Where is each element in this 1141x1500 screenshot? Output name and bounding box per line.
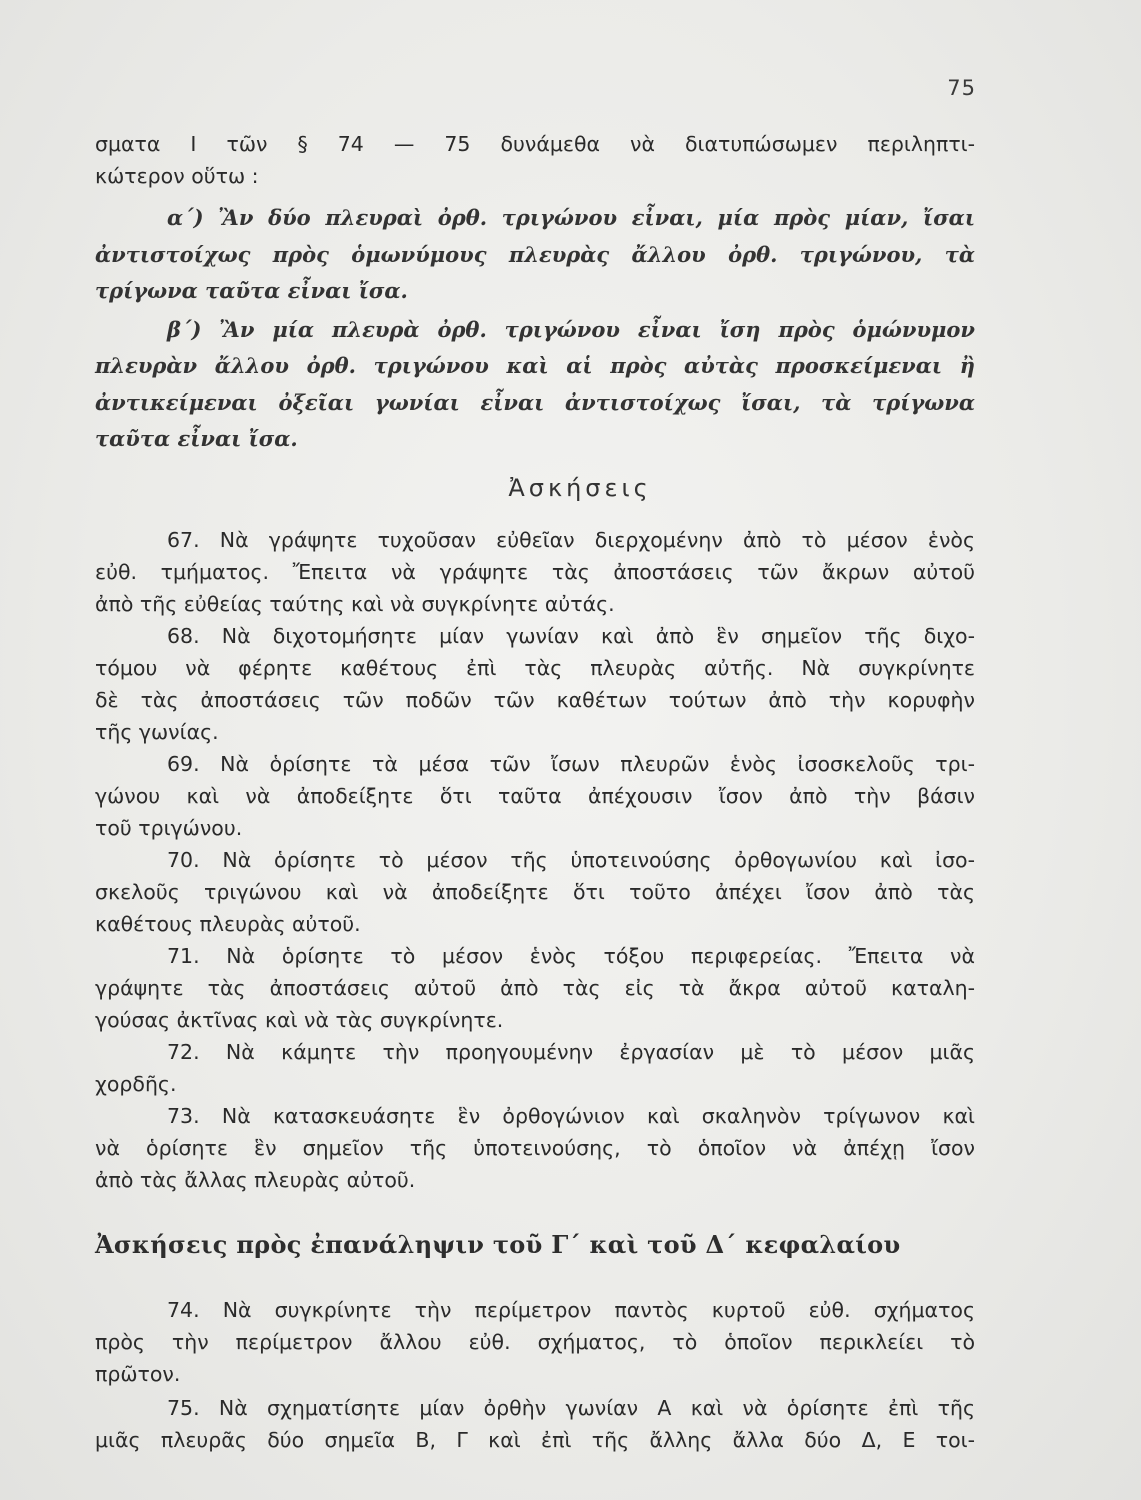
exercise-70 xyxy=(95,844,975,940)
text-line: 69. Νὰ ὁρίσητε τὰ μέσα τῶν ἴσων πλευρῶν ἑνὸς ἰσοσκελοῦς τρι- xyxy=(167,751,975,776)
exercise-67 xyxy=(95,524,975,620)
text-line: τοῦ τριγώνου. xyxy=(95,815,243,840)
text-line: 67. Νὰ γράψητε τυχοῦσαν εὐθεῖαν διερχομένην ἀπὸ τὸ μέσον ἑνὸς xyxy=(167,527,975,552)
text-line: καθέτους πλευρὰς αὐτοῦ. xyxy=(95,911,361,936)
text-line: 71. Νὰ ὁρίσητε τὸ μέσον ἑνὸς τόξου περιφερείας. Ἔπειτα νὰ xyxy=(167,943,975,968)
text-line: ἀντικείμεναι ὀξεῖαι γωνίαι εἶναι ἀντιστοίχως ἴσαι, τὰ τρίγωνα xyxy=(95,389,975,415)
text-line: γούσας ἀκτῖνας καὶ νὰ τὰς συγκρίνητε. xyxy=(95,1007,504,1032)
exercise-71 xyxy=(95,940,975,1036)
text-line: πρῶτον. xyxy=(95,1361,181,1386)
text-line: α΄) Ἂν δύο πλευραὶ ὀρθ. τριγώνου εἶναι, μία πρὸς μίαν, ἴσαι xyxy=(167,205,975,230)
text-line: ταῦτα εἶναι ἴσα. xyxy=(95,426,298,451)
exercise-72 xyxy=(95,1036,975,1100)
text-line: δὲ τὰς ἀποστάσεις τῶν ποδῶν τῶν καθέτων τούτων ἀπὸ τὴν κορυφὴν xyxy=(95,687,975,712)
text-line: β΄) Ἂν μία πλευρὰ ὀρθ. τριγώνου εἶναι ἴση πρὸς ὁμώνυμον xyxy=(167,316,975,342)
text-line: ἀπὸ τῆς εὐθείας ταύτης καὶ νὰ συγκρίνητε αὐτάς. xyxy=(95,591,615,616)
review-section-title: Ἀσκήσεις πρὸς ἐπανάληψιν τοῦ Γ΄ καὶ τοῦ Δ΄ κεφαλαίου xyxy=(95,1229,901,1259)
section-title: Ἀσκήσεις xyxy=(508,473,652,502)
text-line: πρὸς τὴν περίμετρον ἄλλου εὐθ. σχήματος, τὸ ὁποῖον περικλείει τὸ xyxy=(95,1329,975,1354)
text-line: ἀπὸ τὰς ἄλλας πλευρὰς αὐτοῦ. xyxy=(95,1167,416,1192)
theorem-b xyxy=(95,312,975,458)
intro-paragraph xyxy=(95,128,975,192)
text-line: 74. Νὰ συγκρίνητε τὴν περίμετρον παντὸς κυρτοῦ εὐθ. σχήματος xyxy=(167,1297,975,1322)
exercise-73 xyxy=(95,1100,975,1196)
text-line: τόμου νὰ φέρητε καθέτους ἐπὶ τὰς πλευρὰς αὐτῆς. Νὰ συγκρίνητε xyxy=(95,655,975,680)
text-line: 70. Νὰ ὁρίσητε τὸ μέσον τῆς ὑποτεινούσης ὀρθογωνίου καὶ ἰσο- xyxy=(167,847,975,872)
text-line: χορδῆς. xyxy=(95,1071,177,1096)
text-line: 73. Νὰ κατασκευάσητε ἓν ὀρθογώνιον καὶ σκαληνὸν τρίγωνον καὶ xyxy=(167,1103,975,1128)
text-line: γράψητε τὰς ἀποστάσεις αὐτοῦ ἀπὸ τὰς εἰς τὰ ἄκρα αὐτοῦ καταλη- xyxy=(95,975,975,1000)
exercise-68 xyxy=(95,620,975,748)
exercise-75 xyxy=(95,1392,975,1456)
text-line: 68. Νὰ διχοτομήσητε μίαν γωνίαν καὶ ἀπὸ ἓν σημεῖον τῆς διχο- xyxy=(167,623,975,648)
exercise-74 xyxy=(95,1294,975,1390)
text-line: γώνου καὶ νὰ ἀποδείξητε ὅτι ταῦτα ἀπέχουσιν ἴσον ἀπὸ τὴν βάσιν xyxy=(95,783,975,808)
page-number: 75 xyxy=(947,76,976,100)
text-line: εὐθ. τμήματος. Ἔπειτα νὰ γράψητε τὰς ἀποστάσεις τῶν ἄκρων αὐτοῦ xyxy=(95,559,975,584)
text-line: σματα I τῶν § 74 — 75 δυνάμεθα νὰ διατυπώσωμεν περιληπτι- xyxy=(95,132,975,156)
text-line: ἀντιστοίχως πρὸς ὁμωνύμους πλευρὰς ἄλλου ὀρθ. τριγώνου, τὰ xyxy=(95,241,975,267)
exercise-69 xyxy=(95,748,975,844)
text-line: τῆς γωνίας. xyxy=(95,719,219,744)
text-line: πλευρὰν ἄλλου ὀρθ. τριγώνου καὶ αἱ πρὸς αὐτὰς προσκείμεναι ἢ xyxy=(95,353,975,378)
text-line: μιᾶς πλευρᾶς δύο σημεῖα Β, Γ καὶ ἐπὶ τῆς ἄλλης ἄλλα δύο Δ, Ε τοι- xyxy=(95,1427,975,1452)
page-content xyxy=(95,128,975,1456)
text-line: σκελοῦς τριγώνου καὶ νὰ ἀποδείξητε ὅτι τοῦτο ἀπέχει ἴσον ἀπὸ τὰς xyxy=(95,879,975,904)
text-line: 72. Νὰ κάμητε τὴν προηγουμένην ἐργασίαν μὲ τὸ μέσον μιᾶς xyxy=(167,1039,975,1064)
text-line: 75. Νὰ σχηματίσητε μίαν ὀρθὴν γωνίαν Α καὶ νὰ ὁρίσητε ἐπὶ τῆς xyxy=(167,1395,975,1420)
text-line: τρίγωνα ταῦτα εἶναι ἴσα. xyxy=(95,278,408,303)
text-line: νὰ ὁρίσητε ἓν σημεῖον τῆς ὑποτεινούσης, τὸ ὁποῖον νὰ ἀπέχῃ ἴσον xyxy=(95,1135,975,1160)
text-line: κώτερον οὕτω : xyxy=(95,164,259,188)
theorem-a xyxy=(95,200,975,310)
